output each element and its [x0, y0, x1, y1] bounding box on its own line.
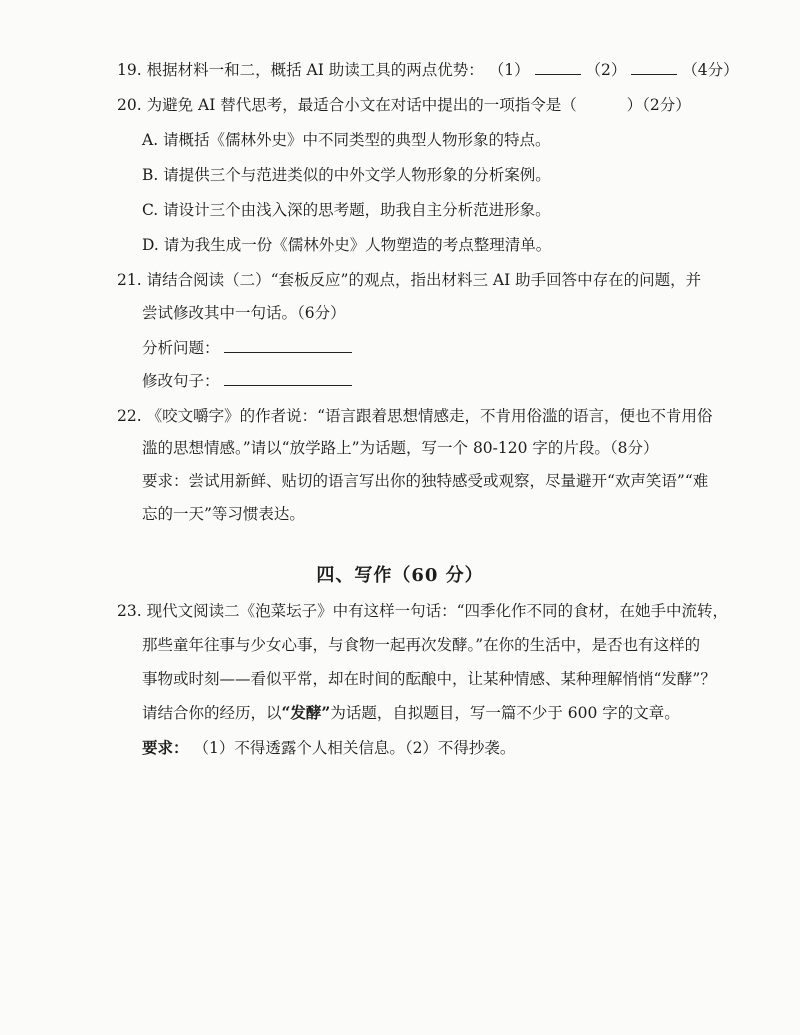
question-number: 22. — [117, 407, 142, 425]
revise-label: 修改句子： — [142, 372, 220, 390]
score-label: ）（2分） — [626, 96, 691, 114]
question-text-line1: 现代文阅读二《泡菜坛子》中有这样一句话：“四季化作不同的食材，在她手中流转， — [146, 602, 729, 620]
revise-blank[interactable] — [224, 371, 352, 386]
question-text: 根据材料一和二，概括 AI 助读工具的两点优势： — [146, 61, 484, 79]
question-number: 23. — [117, 602, 142, 620]
option-a: A. 请概括《儒林外史》中不同类型的典型人物形象的特点。 — [142, 131, 551, 149]
question-text-line4 — [142, 702, 680, 724]
requirement-text: （1）不得透露个人相关信息。（2）不得抄袭。 — [193, 739, 516, 757]
section-title: 四、写作（60 分） — [316, 565, 484, 586]
analysis-blank[interactable] — [224, 338, 352, 353]
score-label: （4分） — [682, 61, 739, 79]
option-d: D. 请为我生成一份《儒林外史》人物塑造的考点整理清单。 — [142, 236, 552, 254]
question-number: 19. — [117, 61, 142, 79]
option-c: C. 请设计三个由浅入深的思考题，助我自主分析范进形象。 — [142, 201, 551, 219]
requirement-label: 要求： — [142, 738, 189, 757]
question-22 — [117, 405, 713, 427]
requirement-line2: 忘的一天”等习惯表达。 — [142, 505, 305, 523]
topic-keyword: “发酵” — [281, 703, 331, 722]
analysis-row — [142, 337, 352, 359]
requirement-row — [142, 737, 515, 759]
revise-row — [142, 370, 352, 392]
option-b: B. 请提供三个与范进类似的中外文学人物形象的分析案例。 — [142, 166, 551, 184]
question-text-line2: 滥的思想情感。”请以“放学路上”为话题，写一个 80-120 字的片段。（8分） — [142, 439, 659, 457]
question-text: 为避免 AI 替代思考，最适合小文在对话中提出的一项指令是（ — [146, 96, 577, 114]
text-segment: 请结合你的经历，以 — [142, 704, 282, 722]
part-1-label: （1） — [488, 61, 530, 79]
question-text-line1: 请结合阅读（二）“套板反应”的观点，指出材料三 AI 助手回答中存在的问题，并 — [146, 271, 702, 289]
question-text-line1: 《咬文嚼字》的作者说：“语言跟着思想情感走，不肯用俗滥的语言，便也不肯用俗 — [146, 407, 713, 425]
question-21 — [117, 269, 701, 291]
answer-blank-1[interactable] — [535, 60, 581, 75]
question-text-line2: 那些童年往事与少女心事，与食物一起再次发酵。”在你的生活中，是否也有这样的 — [142, 636, 701, 654]
question-text-line3: 事物或时刻——看似平常，却在时间的酝酿中，让某种情感、某种理解悄悄“发酵”？ — [142, 670, 716, 688]
question-text-line2: 尝试修改其中一句话。（6分） — [142, 304, 346, 322]
question-number: 21. — [117, 271, 142, 289]
question-number: 20. — [117, 96, 142, 114]
question-19 — [117, 59, 739, 81]
question-20 — [117, 94, 691, 116]
part-2-label: （2） — [585, 61, 627, 79]
answer-blank-2[interactable] — [631, 60, 677, 75]
text-segment: 为话题，自拟题目，写一篇不少于 600 字的文章。 — [330, 704, 680, 722]
question-23 — [117, 600, 728, 622]
analysis-label: 分析问题： — [142, 339, 220, 357]
requirement-line1: 要求：尝试用新鲜、贴切的语言写出你的独特感受或观察，尽量避开“欢声笑语”“难 — [142, 472, 709, 490]
